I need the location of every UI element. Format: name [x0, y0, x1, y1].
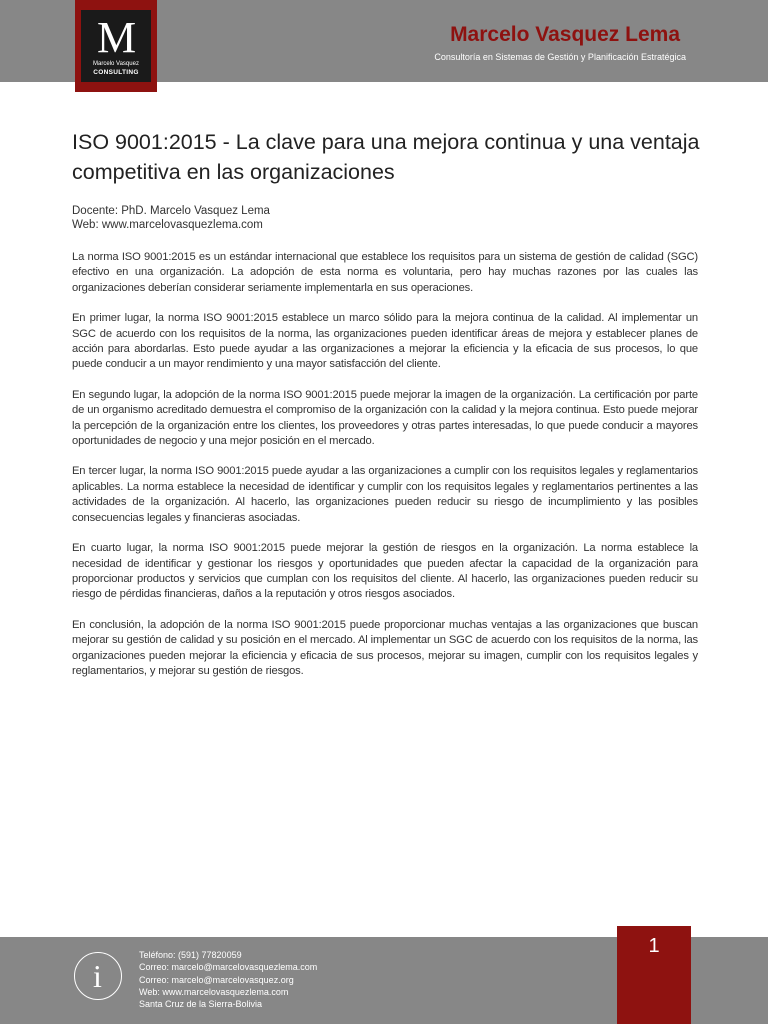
contact-email-primary: Correo: marcelo@marcelovasquezlema.com [139, 962, 318, 973]
paragraph-third-reason: En tercer lugar, la norma ISO 9001:2015 puede ayudar a las organizaciones a cumplir con los requisitos legales y reglamentarios aplicables. La norma establece la necesidad de identificar y cumplir con los requisitos legales y reglamentarios pertinentes a las actividades de la organización. Al hacerlo, las organizaciones pueden reducir su riesgo de incumplimiento y las posibles consecuencias legales y financieras asociadas. [72, 465, 698, 524]
author-line: Docente: PhD. Marcelo Vasquez Lema [72, 205, 270, 217]
paragraph-intro: La norma ISO 9001:2015 es un estándar internacional que establece los requisitos para un sistema de gestión de calidad (SGC) efectivo en una organización. La adopción de esta norma es voluntaria, pero hay muchas razones por las cuales las organizaciones deberían considerar seriamente implementarla en sus operaciones. [72, 251, 698, 294]
contact-location: Santa Cruz de la Sierra-Bolivia [139, 999, 263, 1010]
paragraph-first-reason: En primer lugar, la norma ISO 9001:2015 establece un marco sólido para la mejora continua de la calidad. Al implementar un SGC de acuerdo con los requisitos de la norma, las organizaciones pueden identificar áreas de mejora y establecer planes de acción para abordarlas. Esto puede ayudar a las organizaciones a mejorar la eficiencia y la eficacia de sus procesos, lo que puede conducir a un mayor rendimiento y una mayor satisfacción del cliente. [72, 312, 698, 371]
contact-info [139, 949, 317, 1010]
paragraph-second-reason: En segundo lugar, la adopción de la norma ISO 9001:2015 puede mejorar la imagen de la organización. La certificación por parte de un organismo acreditado demuestra el compromiso de la organización con la calidad y la mejora continua. Esto puede mejorar la percepción de la organización entre los clientes, los proveedores y otras partes interesadas, lo que puede conducir a mayores oportunidades de negocio y una mejor posición en el mercado. [72, 388, 698, 448]
contact-phone: Teléfono: (591) 77820059 [139, 950, 242, 960]
logo-letter: M [96, 13, 136, 62]
document-body [72, 250, 698, 694]
paragraph-fourth-reason: En cuarto lugar, la norma ISO 9001:2015 puede mejorar la gestión de riesgos en la organización. La norma establece la necesidad de identificar y gestionar los riesgos y oportunidades que pueden afectar la capacidad de la organización para proporcionar productos y servicios que cumplan con los requisitos del cliente. Al hacerlo, las organizaciones pueden reducir su riesgo de pérdidas financieras, daños a la reputación y otros riesgos asociados. [72, 542, 698, 601]
brand-tagline: Consultoría en Sistemas de Gestión y Planificación Estratégica [434, 52, 686, 62]
contact-email-secondary: Correo: marcelo@marcelovasquez.org [139, 974, 294, 985]
logo-subtitle: CONSULTING [93, 69, 139, 76]
company-logo [75, 0, 157, 92]
logo-mark [81, 10, 151, 82]
document-title: ISO 9001:2015 - La clave para una mejora continua y una ventaja competitiva en las organizaciones [72, 130, 700, 184]
info-glyph: i [93, 958, 102, 994]
info-icon [74, 952, 122, 1000]
page-number: 1 [648, 935, 660, 957]
page-number-badge [617, 926, 691, 1024]
website-line: Web: www.marcelovasquezlema.com [72, 219, 263, 231]
contact-website: Web: www.marcelovasquezlema.com [139, 986, 289, 997]
paragraph-conclusion: En conclusión, la adopción de la norma ISO 9001:2015 puede proporcionar muchas ventajas a las organizaciones que buscan mejorar su gestión de calidad y su posición en el mercado. Al implementar un SGC de acuerdo con los requisitos de la norma, las organizaciones pueden mejorar la eficiencia y eficacia de sus procesos, mejorar su imagen, cumplir con los requisitos legales y reglamentarios, y mejorar su gestión de riesgos. [72, 618, 698, 677]
logo-name: Marcelo Vasquez [93, 61, 139, 67]
document-meta [72, 204, 672, 232]
brand-name: Marcelo Vasquez Lema [450, 23, 680, 46]
